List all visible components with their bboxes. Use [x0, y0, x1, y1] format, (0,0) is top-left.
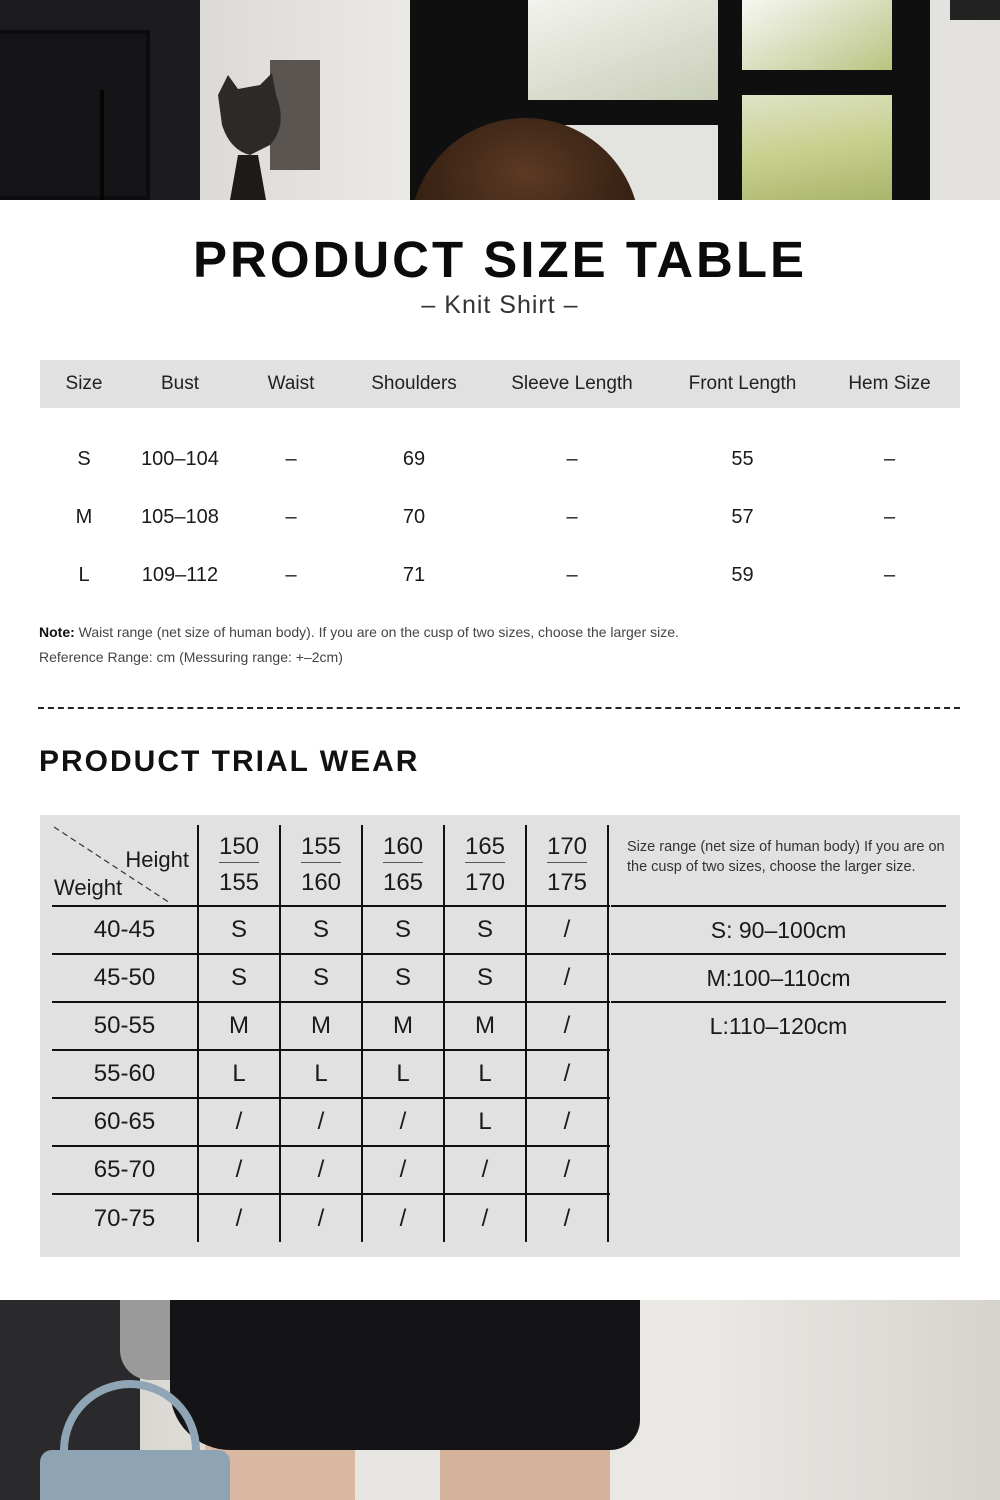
cell-shoulders: 70 — [402, 505, 426, 528]
header-waist: Waist — [267, 373, 315, 394]
size-table-header — [40, 360, 960, 408]
cell-bust: 100–104 — [141, 447, 219, 470]
cell-size: M — [75, 505, 93, 528]
header-sleeve-length: Sleeve Length — [511, 373, 633, 394]
cell-waist: – — [285, 505, 297, 528]
range-m: M:100–110cm — [611, 953, 946, 1001]
size-cell: S — [280, 906, 362, 954]
weight-range: 40-45 — [52, 906, 198, 954]
cell-front-length: 59 — [731, 563, 754, 586]
trial-header-row — [52, 825, 610, 906]
cell-front-length: 57 — [731, 505, 754, 528]
top-product-photo — [0, 0, 1000, 200]
grid-edge — [608, 906, 610, 954]
trial-row — [52, 1194, 610, 1242]
bottom-product-photo — [0, 1300, 1000, 1500]
corner-cell — [52, 825, 198, 906]
height-range-start: 155 — [301, 832, 341, 863]
weight-range: 45-50 — [52, 954, 198, 1002]
size-cell: M — [444, 1002, 526, 1050]
size-cell: / — [198, 1146, 280, 1194]
header-shoulders: Shoulders — [371, 373, 457, 394]
weight-range: 50-55 — [52, 1002, 198, 1050]
height-range-cell — [362, 825, 444, 906]
trial-wear-title: PRODUCT TRIAL WEAR — [39, 745, 420, 778]
cell-sleeve-length: – — [566, 505, 578, 528]
size-cell: L — [444, 1098, 526, 1146]
grid-edge — [608, 1194, 610, 1242]
range-s: S: 90–100cm — [611, 905, 946, 953]
height-range-cell — [280, 825, 362, 906]
weight-range: 60-65 — [52, 1098, 198, 1146]
grid-edge — [608, 1146, 610, 1194]
size-cell: / — [526, 954, 608, 1002]
height-range-cell — [526, 825, 608, 906]
size-cell: M — [280, 1002, 362, 1050]
size-cell: / — [526, 1194, 608, 1242]
trial-row — [52, 954, 610, 1002]
size-cell: S — [444, 906, 526, 954]
size-cell: S — [198, 954, 280, 1002]
size-cell: / — [198, 1098, 280, 1146]
section-divider — [38, 707, 960, 709]
size-row-l — [40, 546, 960, 604]
height-range-start: 160 — [383, 832, 423, 863]
header-front-length: Front Length — [688, 373, 797, 394]
size-cell: S — [280, 954, 362, 1002]
cell-waist: – — [285, 447, 297, 470]
size-cell: / — [198, 1194, 280, 1242]
size-cell: / — [526, 1002, 608, 1050]
size-range-panel — [611, 825, 946, 1049]
size-row-s — [40, 430, 960, 488]
cell-waist: – — [285, 563, 297, 586]
weight-range: 65-70 — [52, 1146, 198, 1194]
size-range-description: Size range (net size of human body) If you are on the cusp of two sizes, choose the larger size. — [627, 839, 945, 875]
size-cell: / — [526, 1050, 608, 1098]
weight-range: 55-60 — [52, 1050, 198, 1098]
height-range-cell — [198, 825, 280, 906]
grid-edge — [608, 1050, 610, 1098]
cell-hem-size: – — [883, 563, 896, 586]
size-cell: / — [526, 1146, 608, 1194]
size-table — [40, 360, 960, 604]
size-table-subtitle: – Knit Shirt – — [421, 291, 579, 319]
size-cell: S — [362, 954, 444, 1002]
note-label: Note: — [39, 624, 75, 640]
trial-row — [52, 1002, 610, 1050]
height-axis-label: Height — [125, 847, 189, 872]
reference-range-note: Reference Range: cm (Messuring range: +–2cm) — [39, 649, 343, 665]
height-range-end: 155 — [218, 869, 260, 896]
cell-bust: 105–108 — [141, 505, 219, 528]
size-cell: / — [444, 1194, 526, 1242]
cell-sleeve-length: – — [566, 563, 578, 586]
height-range-end: 165 — [382, 869, 424, 896]
size-cell: / — [280, 1098, 362, 1146]
height-range-end: 160 — [300, 869, 342, 896]
size-cell: / — [362, 1098, 444, 1146]
size-cell: / — [362, 1194, 444, 1242]
height-range-end: 170 — [464, 869, 506, 896]
size-cell: / — [280, 1194, 362, 1242]
cell-hem-size: – — [883, 505, 896, 528]
grid-edge — [608, 1002, 610, 1050]
header-bust: Bust — [160, 373, 200, 394]
height-range-start: 165 — [465, 832, 505, 863]
size-cell: / — [526, 906, 608, 954]
size-cell: S — [198, 906, 280, 954]
height-range-cell — [444, 825, 526, 906]
cell-hem-size: – — [883, 447, 896, 470]
size-cell: M — [198, 1002, 280, 1050]
grid-edge — [608, 954, 610, 1002]
size-cell: S — [362, 906, 444, 954]
size-cell: S — [444, 954, 526, 1002]
cat-hook-decoration — [210, 55, 320, 200]
size-cell: M — [362, 1002, 444, 1050]
height-range-start: 170 — [547, 832, 587, 863]
size-cell: L — [280, 1050, 362, 1098]
size-cell: L — [198, 1050, 280, 1098]
weight-axis-label: Weight — [54, 875, 123, 900]
size-cell: L — [362, 1050, 444, 1098]
cell-shoulders: 71 — [402, 563, 426, 586]
cell-sleeve-length: – — [566, 447, 578, 470]
size-cell: / — [280, 1146, 362, 1194]
size-cell: L — [444, 1050, 526, 1098]
trial-row — [52, 1146, 610, 1194]
size-row-m — [40, 488, 960, 546]
size-table-title: PRODUCT SIZE TABLE — [192, 231, 808, 288]
note-text: Waist range (net size of human body). If you are on the cusp of two sizes, choose the larger size. — [74, 624, 679, 640]
trial-wear-table — [40, 815, 960, 1257]
trial-row — [52, 1050, 610, 1098]
trial-row — [52, 906, 610, 954]
header-size: Size — [65, 373, 103, 394]
height-range-end: 175 — [546, 869, 588, 896]
cell-shoulders: 69 — [402, 447, 426, 470]
size-note — [39, 624, 679, 640]
grid-edge — [608, 825, 610, 906]
size-cell: / — [526, 1098, 608, 1146]
cell-size: S — [77, 447, 91, 470]
size-cell: / — [362, 1146, 444, 1194]
cell-size: L — [78, 563, 90, 586]
grid-edge — [608, 1098, 610, 1146]
header-hem-size: Hem Size — [848, 373, 931, 394]
weight-range: 70-75 — [52, 1194, 198, 1242]
cell-front-length: 55 — [731, 447, 754, 470]
cell-bust: 109–112 — [141, 563, 219, 586]
size-cell: / — [444, 1146, 526, 1194]
range-l: L:110–120cm — [611, 1001, 946, 1049]
trial-row — [52, 1098, 610, 1146]
height-range-start: 150 — [219, 832, 259, 863]
